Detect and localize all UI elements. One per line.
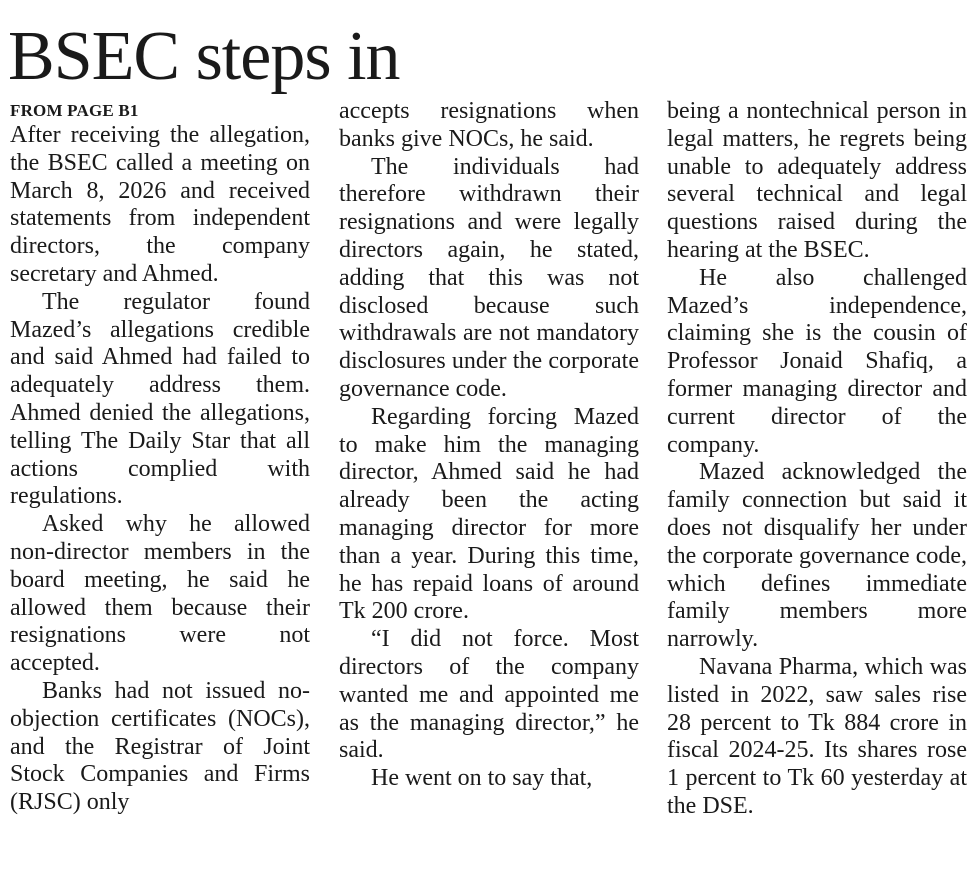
paragraph: Regarding forcing Mazed to make him the managing director, Ahmed said he had already been the acting managing director for more than a year. During this time, he has repaid loans of around Tk 200 crore. <box>339 403 639 625</box>
paragraph: Navana Pharma, which was listed in 2022, saw sales rise 28 percent to Tk 884 crore in fiscal 2024-25. Its shares rose 1 percent to Tk 60 yesterday at the DSE. <box>667 653 967 819</box>
paragraph: Asked why he allowed non-director members in the board meeting, he said he allowed them because their resignations were not accepted. <box>10 511 310 677</box>
paragraph: accepts resignations when banks give NOCs, he said. <box>339 98 639 152</box>
article-column-3 <box>667 98 967 821</box>
article-column-2 <box>339 98 639 793</box>
paragraph: He went on to say that, <box>371 765 593 792</box>
paragraph: The individuals had therefore withdrawn their resignations and were legally directors again, he stated, adding that this was not disclosed because such withdrawals are not mandatory disclosures under the corporate governance code. <box>339 153 639 402</box>
paragraph: Banks had not issued no-objection certificates (NOCs), and the Registrar of Joint Stock Companies and Firms (RJSC) only <box>10 677 310 816</box>
paragraph: The regulator found Mazed’s allegations credible and said Ahmed had failed to adequately address them. Ahmed denied the allegations, telling The Daily Star that all actions complied with regulations. <box>10 288 310 510</box>
paragraph: “I did not force. Most directors of the company wanted me and appointed me as the managing director,” he said. <box>339 626 639 764</box>
paragraph: After receiving the allegation, the BSEC called a meeting on March 8, 2026 and received statements from independent directors, the company secretary and Ahmed. <box>10 122 310 287</box>
article-column-1 <box>10 98 310 817</box>
paragraph: He also challenged Mazed’s independence, claiming she is the cousin of Professor Jonaid Shafiq, a former managing director and current director of the company. <box>667 264 967 458</box>
headline: BSEC steps in <box>8 18 400 95</box>
paragraph: being a nontechnical person in legal matters, he regrets being unable to adequately address several technical and legal questions raised during the hearing at the BSEC. <box>667 98 967 263</box>
dateline: FROM PAGE B1 <box>10 101 139 120</box>
paragraph: Mazed acknowledged the family connection but said it does not disqualify her under the corporate governance code, which defines immediate family members more narrowly. <box>667 459 967 653</box>
